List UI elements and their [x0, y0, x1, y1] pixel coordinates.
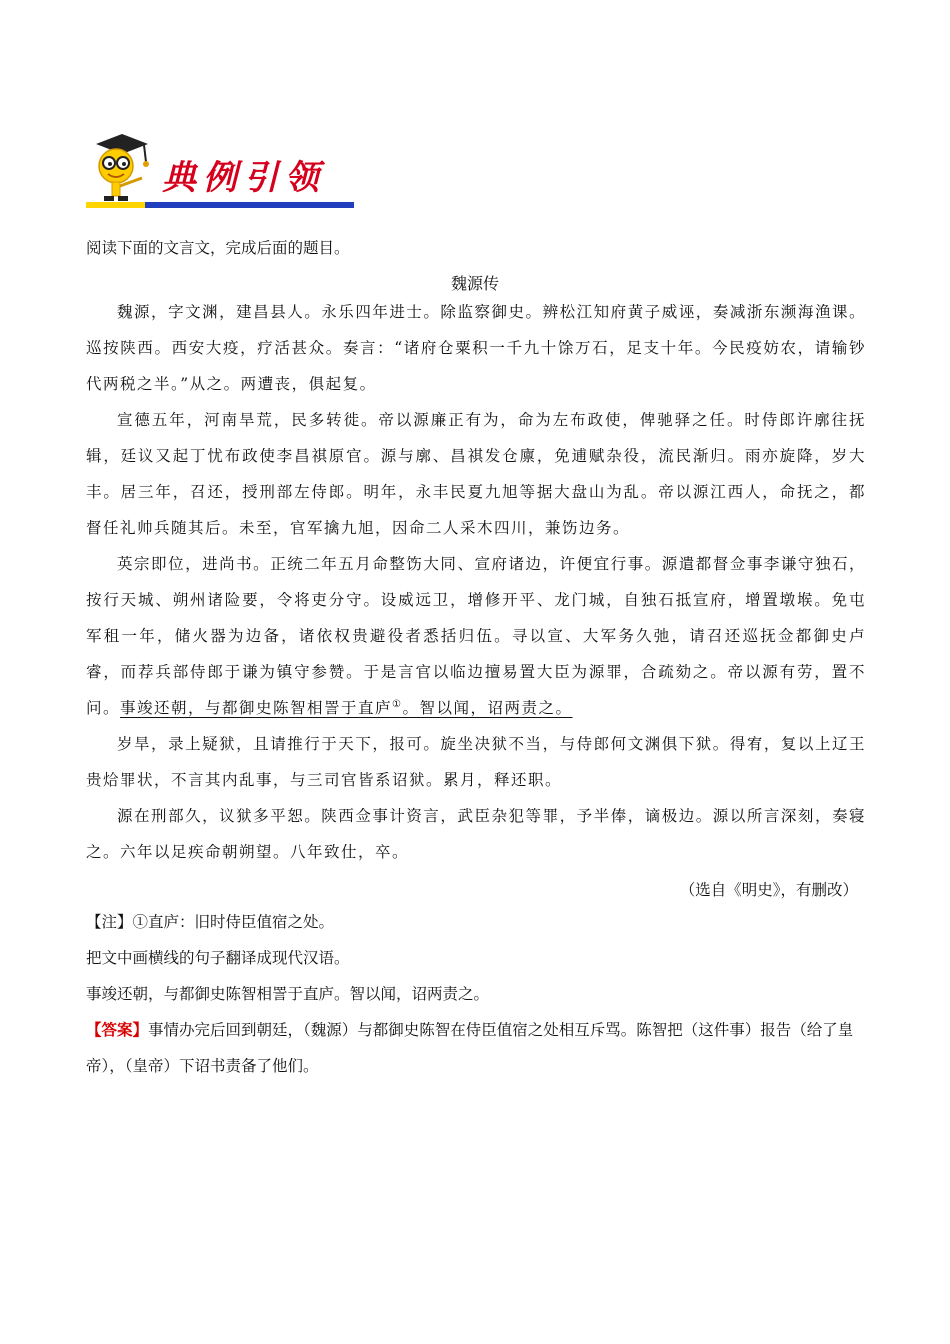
- answer-text: 事情办完后回到朝廷，（魏源）与都御史陈智在侍臣值宿之处相互斥骂。陈智把（这件事）报告（给了皇帝），（皇帝）下诏书责备了他们。: [86, 1021, 854, 1075]
- underlined-sentence: [120, 699, 573, 717]
- note-marker: ①: [392, 698, 403, 710]
- footnote: 【注】①直庐：旧时侍臣值宿之处。: [86, 913, 335, 931]
- underlined-part-1: 事竣还朝，与都御史陈智相詈于直庐: [120, 699, 393, 717]
- paragraph-3-text: 英宗即位，进尚书。正统二年五月命整饬大同、宣府诸边，许便宜行事。源遣都督佥事李谦守独石，按行天城、朔州诸险要，令将吏分守。设威远卫，增修开平、龙门城，自独石抵宣府，增置墩堠。免屯军租一年，储火器为边备，诸依权贵避役者悉括归伍。寻以宣、大军务久弛，请召还巡抚佥都御史卢睿，而荐兵部侍郎于谦为镇守参赞。于是言官以临边擅易置大臣为源罪，合疏劾之。帝以源有劳，置不问。: [86, 555, 866, 717]
- article-body: [86, 294, 866, 870]
- article-title: 魏源传: [450, 274, 499, 293]
- underlined-part-2: 。智以闻，诏两责之。: [402, 699, 573, 717]
- notes-section: [86, 904, 866, 1084]
- answer-block: [86, 1012, 866, 1084]
- paragraph-5: 源在刑部久，议狱多平恕。陕西佥事计资言，武臣杂犯等罪，予半俸，谪极边。源以所言深刻，奏寝之。六年以足疾命朝朔望。八年致仕，卒。: [86, 807, 866, 861]
- paragraph-3: [86, 546, 866, 726]
- paragraph-1: 魏源，字文渊，建昌县人。永乐四年进士。除监察御史。辨松江知府黄子威诬，奏减浙东濒海渔课。巡按陕西。西安大疫，疗活甚众。奏言：“诸府仓粟积一千九十馀万石，足支十年。今民疫妨农，请输钞代两税之半。”从之。两遭丧，俱起复。: [86, 303, 866, 393]
- answer-label: 【答案】: [86, 1020, 149, 1039]
- section-banner: [86, 130, 354, 210]
- source-citation: （选自《明史》，有删改）: [679, 881, 858, 899]
- banner-underline: [86, 202, 354, 208]
- instruction-text: 阅读下面的文言文，完成后面的题目。: [86, 239, 350, 257]
- paragraph-4: 岁旱，录上疑狱，且请推行于天下，报可。旋坐决狱不当，与侍郎何文渊俱下狱。得宥，复以上辽王贵烚罪状，不言其内乱事，与三司官皆系诏狱。累月，释还职。: [86, 735, 866, 789]
- paragraph-2: 宣德五年，河南旱荒，民多转徙。帝以源廉正有为，命为左布政使，俾驰驿之任。时侍郎许廓往抚辑，廷议又起丁忧布政使李昌祺原官。源与廓、昌祺发仓廪，免逋赋杂役，流民渐归。雨亦旋降，岁大丰。居三年，召还，授刑部左侍郎。明年，永丰民夏九旭等据大盘山为乱。帝以源江西人，命抚之，都督任礼帅兵随其后。未至，官军擒九旭，因命二人采木四川，兼饬边务。: [86, 411, 866, 537]
- question-text: 把文中画横线的句子翻译成现代汉语。: [86, 949, 350, 967]
- banner-title: 典例引领: [162, 158, 326, 198]
- graduate-mascot-icon: [86, 130, 156, 206]
- quoted-sentence: 事竣还朝，与都御史陈智相詈于直庐。智以闻，诏两责之。: [86, 985, 490, 1003]
